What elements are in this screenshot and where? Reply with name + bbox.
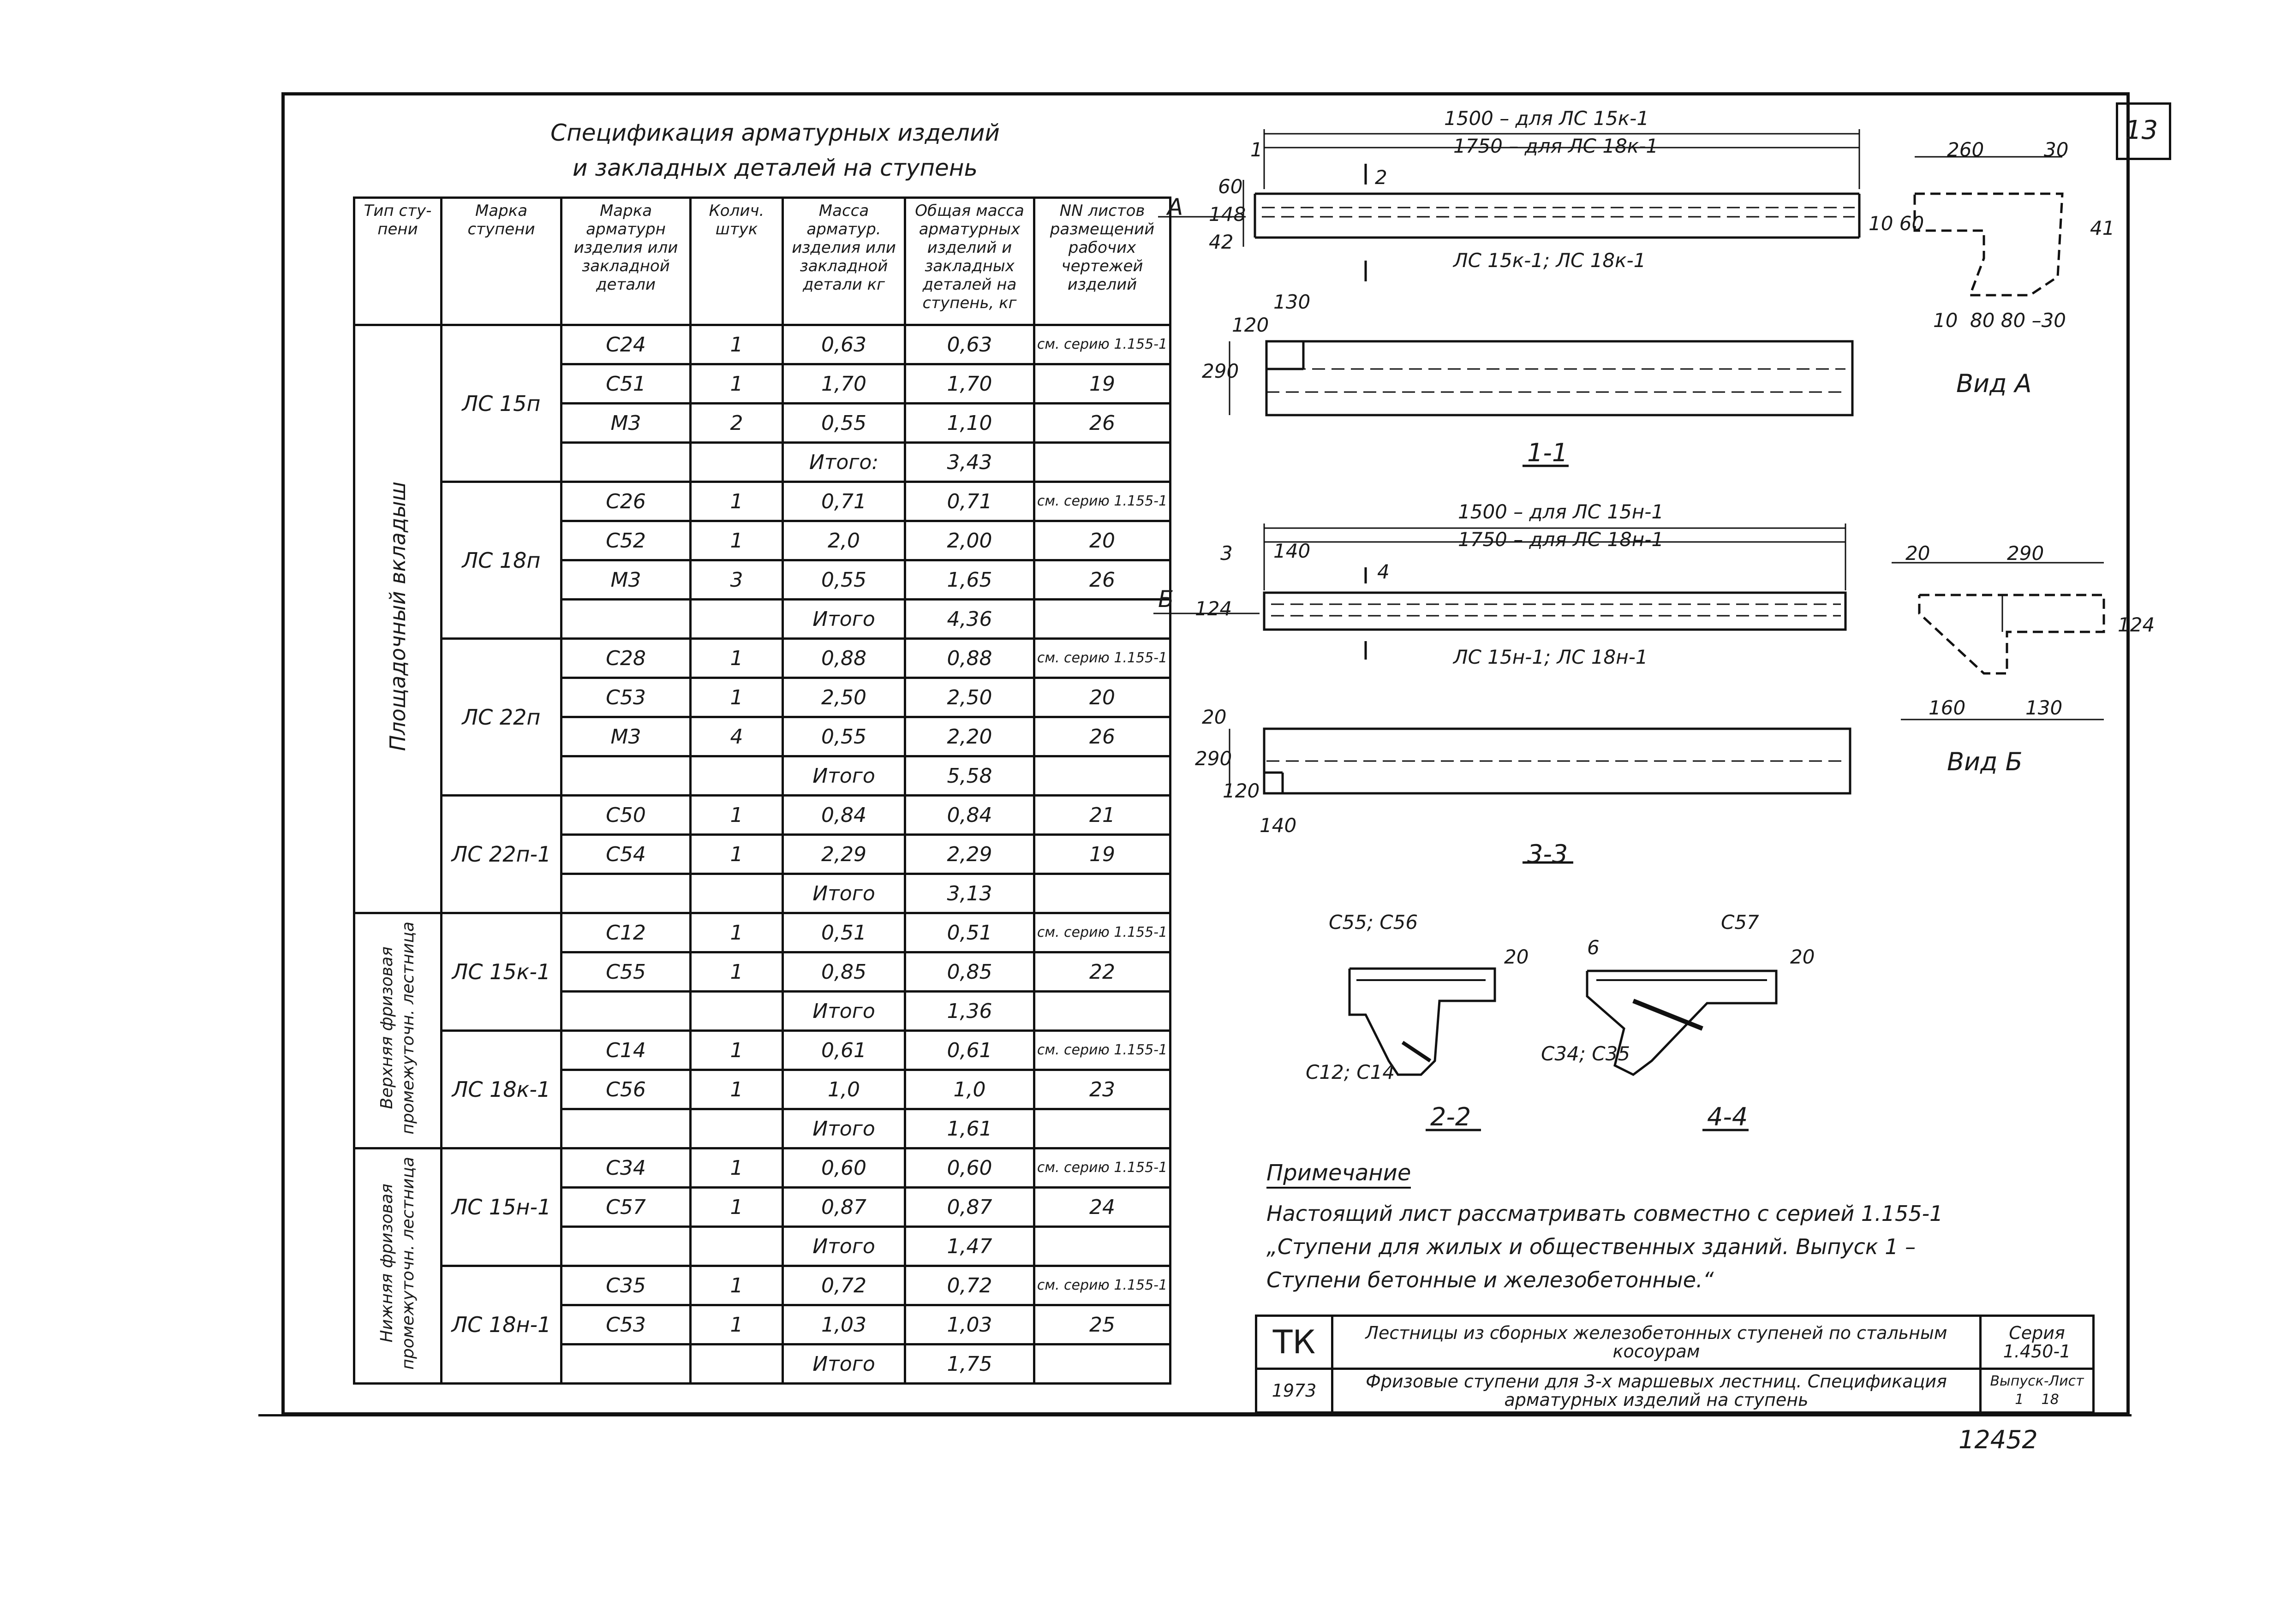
item-sheet: см. серию 1.155-1: [1034, 1031, 1170, 1070]
total-value: 1,36: [905, 992, 1034, 1031]
item-sheet: 21: [1034, 796, 1170, 835]
total-value: 1,61: [905, 1109, 1034, 1148]
dim-120: 120: [1232, 314, 1269, 336]
dim-130-b: 130: [2025, 696, 2063, 719]
item-total: 1,03: [905, 1305, 1034, 1344]
col-header: Общая масса арматурных изделий и закладных деталей на ступень, кг: [905, 198, 1034, 325]
col-header: Марка арматурн изделия или закладной детали: [561, 198, 691, 325]
stamp-title1: Лестницы из сборных железобетонных ступеней по стальным косоурам: [1332, 1316, 1981, 1369]
item-qty: 4: [691, 717, 783, 756]
item-mark: С57: [561, 1188, 691, 1227]
stamp-series-cell: [1981, 1316, 2094, 1369]
stamp-issue: 1: [2015, 1392, 2024, 1408]
item-total: 0,84: [905, 796, 1034, 835]
item-qty: 1: [691, 1188, 783, 1227]
item-sheet: 26: [1034, 560, 1170, 600]
col-header: Масса арматур. изделия или закладной детали кг: [783, 198, 905, 325]
item-qty: 1: [691, 1148, 783, 1188]
step-mark: ЛС 22п-1: [442, 796, 561, 913]
step-mark: ЛС 22п: [442, 639, 561, 796]
item-mass: 0,71: [783, 482, 905, 521]
view-a-title: Вид А: [1956, 369, 2032, 398]
label-c57: С57: [1721, 911, 1759, 934]
item-mark: С14: [561, 1031, 691, 1070]
dim-130: 130: [1273, 291, 1311, 313]
col-header: NN листов размещений рабочих чертежей изделий: [1034, 198, 1170, 325]
item-total: 1,65: [905, 560, 1034, 600]
item-mass: 0,85: [783, 952, 905, 992]
item-mark: С24: [561, 325, 691, 364]
dim-mid-2: 1750 – для ЛС 18н-1: [1458, 528, 1664, 551]
section-3-3: [1230, 729, 1850, 793]
item-sheet: см. серию 1.155-1: [1034, 1266, 1170, 1305]
item-mark: С53: [561, 1305, 691, 1344]
item-mass: 0,51: [783, 913, 905, 952]
item-total: 0,61: [905, 1031, 1034, 1070]
total-label: Итого: [783, 1344, 905, 1384]
item-qty: 1: [691, 521, 783, 560]
item-mark: С50: [561, 796, 691, 835]
item-sheet: 20: [1034, 678, 1170, 717]
dim-124-b: 124: [2118, 613, 2155, 636]
section-3-3-title: 3-3: [1527, 839, 1568, 869]
item-sheet: 24: [1034, 1188, 1170, 1227]
dim-6: 6: [1587, 936, 1600, 959]
item-mark: М3: [561, 717, 691, 756]
item-mass: 0,87: [783, 1188, 905, 1227]
item-qty: 1: [691, 1305, 783, 1344]
item-mass: 0,55: [783, 560, 905, 600]
total-value: 5,58: [905, 756, 1034, 796]
item-mass: 2,50: [783, 678, 905, 717]
stamp-issue-label: Выпуск-Лист: [1990, 1373, 2084, 1389]
item-sheet: см. серию 1.155-1: [1034, 913, 1170, 952]
item-mark: С12: [561, 913, 691, 952]
item-total: 1,70: [905, 364, 1034, 404]
item-mass: 1,70: [783, 364, 905, 404]
item-sheet: 19: [1034, 364, 1170, 404]
item-mass: 0,72: [783, 1266, 905, 1305]
item-mass: 0,55: [783, 404, 905, 443]
item-sheet: см. серию 1.155-1: [1034, 639, 1170, 678]
item-mass: 0,88: [783, 639, 905, 678]
view-a-profile: [1915, 157, 2062, 295]
item-qty: 1: [691, 364, 783, 404]
step-mark: ЛС 15к-1: [442, 913, 561, 1031]
document-number: 12452: [1959, 1425, 2038, 1454]
label-a: А: [1167, 194, 1183, 220]
item-mark: С54: [561, 835, 691, 874]
label-c34: С34; С35: [1541, 1042, 1630, 1065]
total-value: 3,43: [905, 443, 1034, 482]
total-value: 1,47: [905, 1227, 1034, 1266]
dim-4: 4: [1377, 560, 1390, 583]
item-mark: С28: [561, 639, 691, 678]
step-mark: ЛС 18к-1: [442, 1031, 561, 1148]
total-value: 4,36: [905, 600, 1034, 639]
step-mark: ЛС 15п: [442, 325, 561, 482]
item-total: 0,51: [905, 913, 1034, 952]
item-total: 2,50: [905, 678, 1034, 717]
total-value: 1,75: [905, 1344, 1034, 1384]
dim-290: 290: [1202, 360, 1239, 382]
total-label: Итого: [783, 600, 905, 639]
spec-title-line1: Спецификация арматурных изделий: [550, 119, 1000, 146]
item-mass: 0,84: [783, 796, 905, 835]
section-1-1: [1230, 341, 1852, 415]
step-mark: ЛС 18п: [442, 482, 561, 639]
step-mark: ЛС 18н-1: [442, 1266, 561, 1384]
item-qty: 1: [691, 1266, 783, 1305]
item-total: 1,0: [905, 1070, 1034, 1109]
dim-20-d: 20: [1504, 946, 1529, 968]
total-label: Итого: [783, 1109, 905, 1148]
total-label: Итого: [783, 1227, 905, 1266]
dim-mid-1: 1500 – для ЛС 15н-1: [1458, 500, 1664, 523]
dim-top-1: 1500 – для ЛС 15к-1: [1444, 107, 1649, 130]
spec-title-line2: и закладных деталей на ступень: [573, 155, 978, 181]
item-mark: С53: [561, 678, 691, 717]
stamp-series-label: Серия: [2009, 1323, 2065, 1343]
section-4-4-title: 4-4: [1707, 1102, 1748, 1131]
total-label: Итого: [783, 992, 905, 1031]
dim-140-c: 140: [1260, 814, 1297, 837]
dim-290-b: 290: [2007, 542, 2044, 565]
item-mass: 0,61: [783, 1031, 905, 1070]
dim-41: 41: [2090, 217, 2115, 239]
dim-20-b: 20: [1905, 542, 1930, 565]
item-qty: 1: [691, 1070, 783, 1109]
dim-140: 140: [1273, 540, 1311, 562]
view-b-title: Вид Б: [1947, 747, 2023, 776]
item-qty: 1: [691, 325, 783, 364]
item-sheet: 26: [1034, 717, 1170, 756]
item-mark: С55: [561, 952, 691, 992]
label-c12: С12; С14: [1306, 1061, 1395, 1083]
dim-3: 3: [1220, 542, 1233, 565]
item-sheet: см. серию 1.155-1: [1034, 325, 1170, 364]
dim-10: 10: [1933, 309, 1958, 332]
item-qty: 1: [691, 952, 783, 992]
dim-1: 1: [1250, 138, 1263, 161]
section-1-1-title: 1-1: [1527, 438, 1568, 467]
item-mark: С34: [561, 1148, 691, 1188]
item-sheet: 25: [1034, 1305, 1170, 1344]
item-total: 0,63: [905, 325, 1034, 364]
item-qty: 1: [691, 835, 783, 874]
caption-top: ЛС 15к-1; ЛС 18к-1: [1453, 249, 1646, 272]
dim-124: 124: [1195, 597, 1232, 620]
item-total: 2,20: [905, 717, 1034, 756]
total-label: Итого:: [783, 443, 905, 482]
dim-290-c: 290: [1195, 747, 1232, 770]
item-total: 2,00: [905, 521, 1034, 560]
item-qty: 2: [691, 404, 783, 443]
item-mark: С56: [561, 1070, 691, 1109]
stamp-title2: Фризовые ступени для 3-х маршевых лестниц. Спецификация арматурных изделий на ступень: [1332, 1369, 1981, 1413]
item-sheet: 22: [1034, 952, 1170, 992]
dim-30: 30: [2044, 138, 2069, 161]
section-2-2: [1350, 969, 1495, 1075]
dim-20-c: 20: [1202, 706, 1227, 728]
item-qty: 3: [691, 560, 783, 600]
item-total: 0,71: [905, 482, 1034, 521]
item-mass: 1,0: [783, 1070, 905, 1109]
item-qty: 1: [691, 639, 783, 678]
item-qty: 1: [691, 1031, 783, 1070]
item-sheet: 23: [1034, 1070, 1170, 1109]
item-total: 0,60: [905, 1148, 1034, 1188]
dim-top-2: 1750 – для ЛС 18к-1: [1453, 135, 1659, 157]
item-total: 0,85: [905, 952, 1034, 992]
item-sheet: см. серию 1.155-1: [1034, 482, 1170, 521]
item-total: 1,10: [905, 404, 1034, 443]
title-block: [1255, 1315, 2095, 1414]
dim-8080: 80 80 –30: [1970, 309, 2066, 332]
stamp-year: 1973: [1256, 1369, 1332, 1413]
dim-20-e: 20: [1790, 946, 1815, 968]
note-text: Настоящий лист рассматривать совместно с серией 1.155-1 „Ступени для жилых и общественных зданий. Выпуск 1 – Ступени бетонные и железобетонные.“: [1266, 1201, 1943, 1292]
section-2-2-title: 2-2: [1430, 1102, 1471, 1131]
label-b: Б: [1158, 586, 1174, 613]
stamp-org: ТК: [1256, 1316, 1332, 1369]
item-qty: 1: [691, 678, 783, 717]
sheet-number: 13: [2125, 115, 2158, 145]
dim-42: 42: [1209, 231, 1234, 253]
note-heading: Примечание: [1266, 1160, 1411, 1189]
item-mass: 0,55: [783, 717, 905, 756]
item-sheet: 19: [1034, 835, 1170, 874]
item-mass: 1,03: [783, 1305, 905, 1344]
caption-mid: ЛС 15н-1; ЛС 18н-1: [1453, 646, 1648, 668]
item-sheet: 26: [1034, 404, 1170, 443]
item-qty: 1: [691, 482, 783, 521]
stamp-sheet: 18: [2041, 1392, 2059, 1408]
item-mass: 2,29: [783, 835, 905, 874]
col-header: Колич. штук: [691, 198, 783, 325]
item-mark: М3: [561, 560, 691, 600]
total-label: Итого: [783, 874, 905, 913]
item-total: 0,72: [905, 1266, 1034, 1305]
item-sheet: см. серию 1.155-1: [1034, 1148, 1170, 1188]
dim-120-c: 120: [1223, 779, 1260, 802]
item-mass: 0,63: [783, 325, 905, 364]
item-qty: 1: [691, 796, 783, 835]
item-mark: С52: [561, 521, 691, 560]
dim-1060: 10 60: [1869, 212, 1924, 235]
label-c55: С55; С56: [1329, 911, 1418, 934]
dim-160: 160: [1929, 696, 1966, 719]
stamp-issue-cell: [1981, 1369, 2094, 1413]
item-mass: 0,60: [783, 1148, 905, 1188]
item-total: 2,29: [905, 835, 1034, 874]
item-mark: М3: [561, 404, 691, 443]
item-mark: С51: [561, 364, 691, 404]
dim-60: 60: [1218, 175, 1243, 198]
stamp-series: 1.450-1: [2003, 1341, 2071, 1362]
col-header: Марка ступени: [442, 198, 561, 325]
total-label: Итого: [783, 756, 905, 796]
dim-2: 2: [1375, 166, 1387, 189]
item-qty: 1: [691, 913, 783, 952]
item-sheet: 20: [1034, 521, 1170, 560]
step-type: Верхняя фризовая промежуточн. лестница: [377, 922, 418, 1135]
step-type: Нижняя фризовая промежуточн. лестница: [377, 1157, 418, 1370]
item-mark: С35: [561, 1266, 691, 1305]
item-total: 0,88: [905, 639, 1034, 678]
item-mass: 2,0: [783, 521, 905, 560]
dim-148: 148: [1209, 203, 1246, 226]
col-header: Тип сту-пени: [354, 198, 442, 325]
dim-260: 260: [1947, 138, 1984, 161]
step-type: Площадочный вкладыш: [385, 482, 410, 751]
item-total: 0,87: [905, 1188, 1034, 1227]
total-value: 3,13: [905, 874, 1034, 913]
step-mark: ЛС 15н-1: [442, 1148, 561, 1266]
item-mark: С26: [561, 482, 691, 521]
view-b-profile: [1892, 563, 2104, 720]
